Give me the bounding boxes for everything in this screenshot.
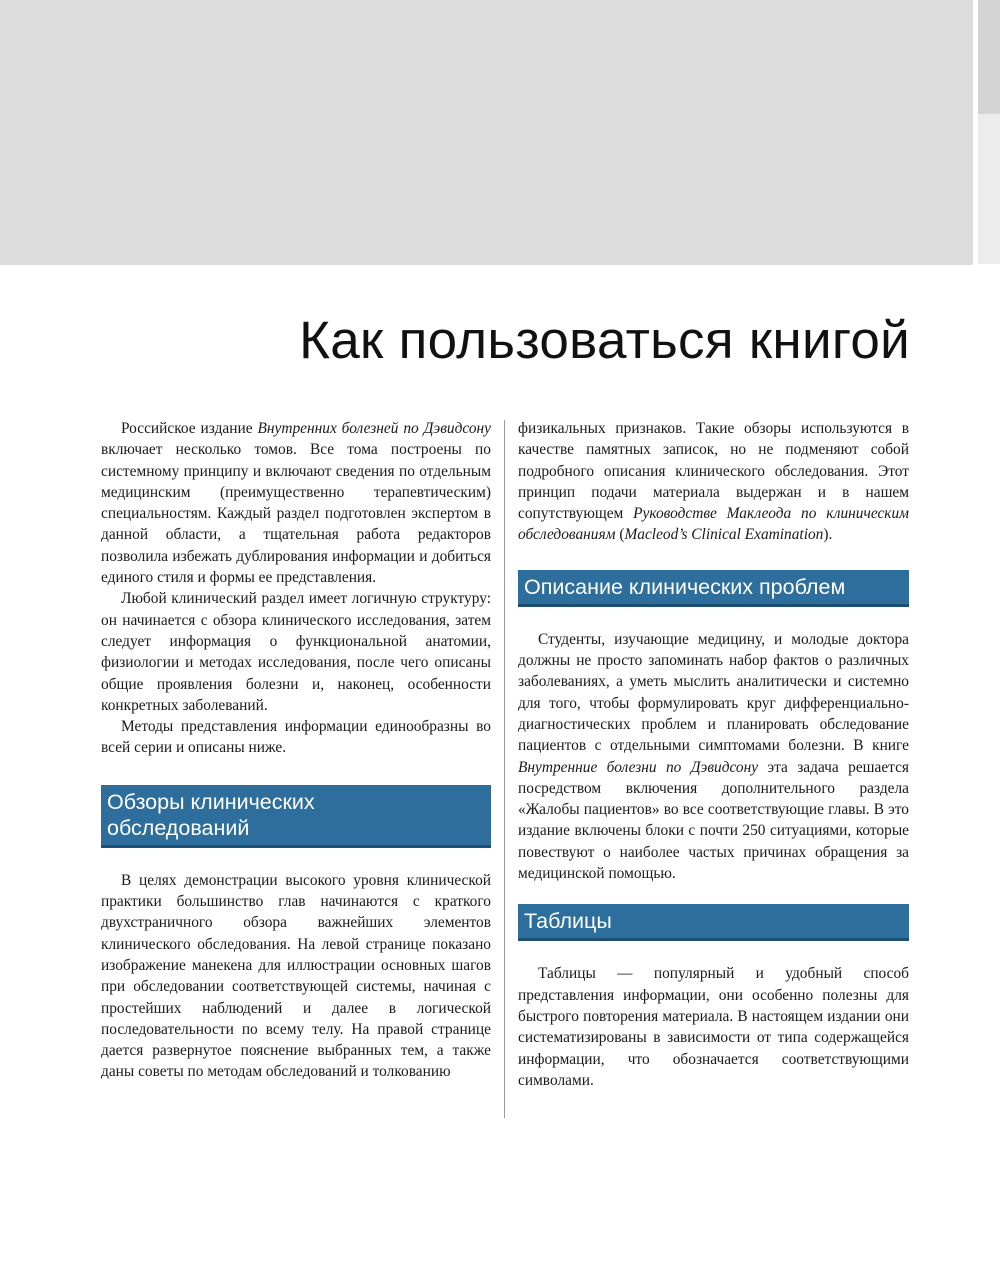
section-heading-clinical-reviews <box>101 785 491 848</box>
tables-paragraph: Таблицы — популярный и удобный способ представления информации, они особенно полезны для быстрого повторения материала. В настоящем издании они систематизированы в зависимости от типа содержащейся информации, что обозначается соответствующими символами. <box>518 965 909 1089</box>
italic-text: Руководстве Маклеода по клиническим обследованиям <box>518 505 909 544</box>
italic-text: Внутренние болезни по Дэвидсону <box>518 758 759 776</box>
italic-text: Macleod’s Clinical Examination <box>624 526 824 544</box>
text-segment: эта задача решается посредством включения дополнительного раздела «Жалобы пациентов» во все соответствующие главы. В это издание включены блоки с почти 250 ситуациями, которые повествуют о наиболее частых причинах обращения за медицинской помощью. <box>518 758 909 883</box>
intro-paragraph-3: Методы представления информации единообразны во всей серии и описаны ниже. <box>101 718 491 757</box>
thumb-index-tab <box>978 0 1000 114</box>
right-column <box>518 418 909 1091</box>
section-heading-clinical-problems: Описание клинических проблем <box>518 570 909 607</box>
heading-line-1: Обзоры клинических <box>107 789 315 814</box>
left-column <box>101 418 491 1083</box>
clinical-problems-paragraph <box>518 629 909 885</box>
continued-paragraph <box>518 418 909 546</box>
text-segment: включает несколько томов. Все тома построены по системному принципу и включают сведения по отдельным медицинским (преимущественно терапевтическим) специальностям. Каждый раздел подготовлен экспертом в данной области, а тщательная работа редакторов позволила избежать дублирования информации и добиться единого стиля и формы ее представления. <box>101 441 491 587</box>
text-segment: ( <box>615 526 625 544</box>
thumb-index-strip <box>978 114 1000 264</box>
italic-text: Внутренних болезней по Дэвидсону <box>257 420 491 437</box>
heading-line-2: обследований <box>107 815 250 840</box>
text-segment: Студенты, изучающие медицину, и молодые доктора должны не просто запоминать набор фактов о различных заболеваниях, а уметь мыслить аналитически и системно для того, чтобы формулировать круг дифференциально-диагностических проблем и планировать обследование пациентов с отдельными симптомами болезни. В книге <box>518 630 909 755</box>
section-heading-tables: Таблицы <box>518 904 909 941</box>
text-segment: Российское издание <box>121 420 258 437</box>
intro-paragraph-2: Любой клинический раздел имеет логичную структуру: он начинается с обзора клинического исследования, затем следует информация о функциональной анатомии, физиологии и методах исследования, после чего описаны общие проявления болезни и, наконец, особенности конкретных заболеваний. <box>101 590 491 714</box>
page-title: Как пользоваться книгой <box>299 311 910 370</box>
intro-paragraph-1 <box>101 418 491 588</box>
clinical-reviews-paragraph: В целях демонстрации высокого уровня клинической практики большинство глав начинаются с краткого двухстраничного обзора важнейших элементов клинического обследования. На левой странице показано изображение манекена для иллюстрации основных шагов при обследовании соответствующей системы, начиная с простейших наблюдений и далее в логической последовательности по всему телу. На правой странице дается развернутое пояснение выбранных тем, а также даны советы по методам обследований и толкованию <box>101 871 491 1081</box>
header-gray-band <box>0 0 973 265</box>
text-segment: ). <box>823 526 833 544</box>
text-segment: физикальных признаков. Такие обзоры используются в качестве памятных записок, но не подменяют собой подробного описания клинического обследования. Этот принцип подачи материала выдержан и в нашем сопутствующем <box>518 420 909 523</box>
column-divider <box>504 420 505 1118</box>
